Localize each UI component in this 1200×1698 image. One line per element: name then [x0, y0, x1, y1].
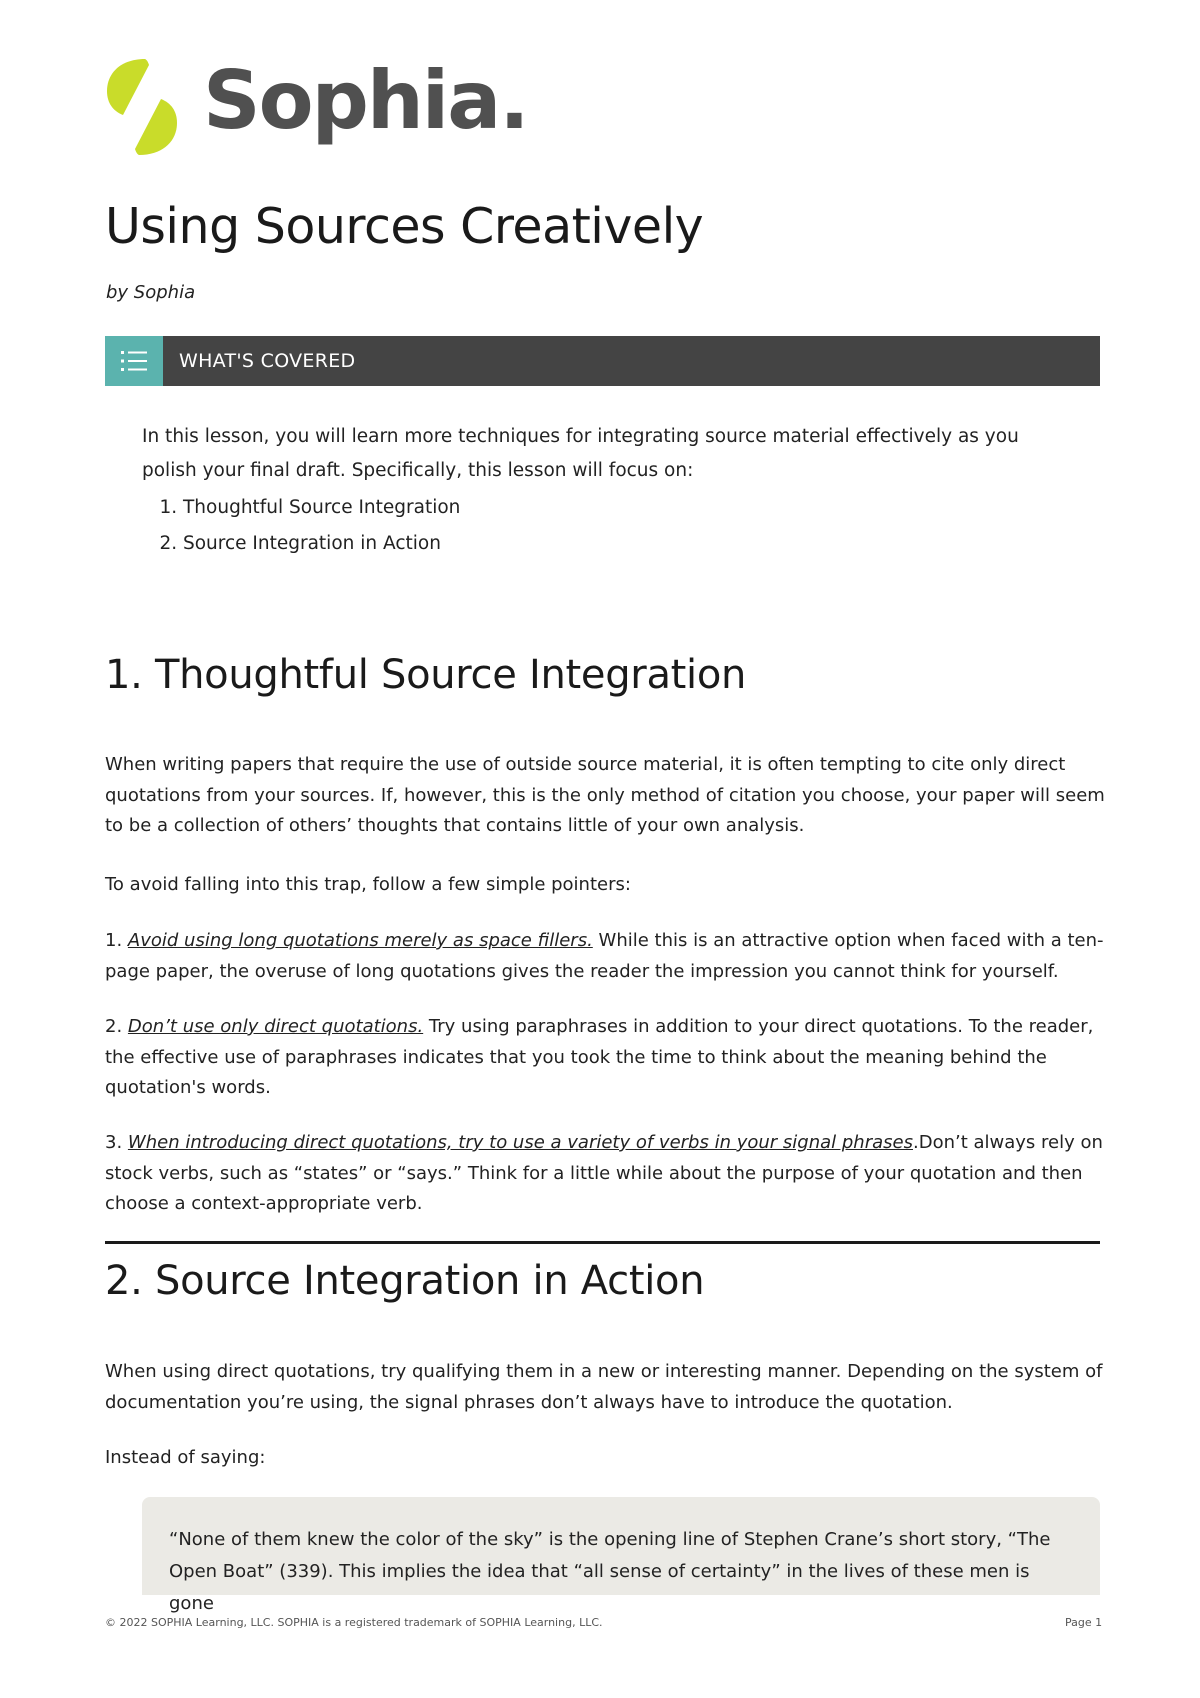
paragraph: Instead of saying:	[105, 1447, 266, 1468]
paragraph: To avoid falling into this trap, follow a few simple pointers:	[105, 874, 631, 895]
paragraph: When writing papers that require the use of outside source material, it is often tempting to cite only direct quotations from your sources. If, however, this is the only method of citation you choose, your paper will seem to be a collection of others’ thoughts that contains little of your own analysis.	[105, 754, 1105, 836]
section-heading: 2. Source Integration in Action	[105, 1258, 705, 1304]
intro-paragraph: In this lesson, you will learn more techniques for integrating source material effectively as you polish your final draft. Specifically, this lesson will focus on:	[142, 426, 1019, 481]
whats-covered-header	[105, 336, 1100, 386]
example-quote-box	[142, 1497, 1100, 1614]
section-divider	[105, 1241, 1100, 1244]
section-heading: 1. Thoughtful Source Integration	[105, 652, 747, 698]
tip-link[interactable]: Avoid using long quotations merely as space fillers.	[127, 930, 593, 951]
list-icon	[105, 336, 163, 386]
example-quote: “None of them knew the color of the sky” is the opening line of Stephen Crane’s short story, “The Open Boat” (339). This implies the idea that “all sense of certainty” in the lives of these men is gone	[169, 1529, 1051, 1614]
sophia-logo	[105, 55, 528, 159]
sophia-wordmark: Sophia.	[203, 54, 528, 147]
tip-item: 3. When introducing direct quotations, try to use a variety of verbs in your signal phrases.Don’t always rely on stock verbs, such as “states” or “says.” Think for a little while about the purpose of your quotation and then choose a context-appropriate verb.	[105, 1132, 1103, 1214]
tip-item: 2. Don’t use only direct quotations. Try using paraphrases in addition to your direct quotations. To the reader, the effective use of paraphrases indicates that you took the time to think about the meaning behind the quotation's words.	[105, 1016, 1094, 1098]
byline: by Sophia	[106, 282, 196, 303]
whats-covered-label: WHAT'S COVERED	[179, 350, 356, 372]
tip-item: 1. Avoid using long quotations merely as space fillers. While this is an attractive option when faced with a ten-page paper, the overuse of long quotations gives the reader the impression you cannot think for yourself.	[105, 930, 1104, 982]
tip-link[interactable]: When introducing direct quotations, try to use a variety of verbs in your signal phrases	[127, 1132, 913, 1153]
list-item: 1. Thoughtful Source Integration	[183, 490, 1072, 526]
covered-content	[142, 420, 1072, 562]
tip-link[interactable]: Don’t use only direct quotations.	[127, 1016, 424, 1037]
page-number: Page 1	[1065, 1616, 1103, 1629]
list-item: 2. Source Integration in Action	[183, 526, 1072, 562]
covered-list	[142, 490, 1072, 562]
page-title: Using Sources Creatively	[105, 198, 704, 255]
sophia-logo-mark-icon	[105, 57, 179, 157]
paragraph: When using direct quotations, try qualifying them in a new or interesting manner. Depending on the system of documentation you’re using, the signal phrases don’t always have to introduce the quotation.	[105, 1361, 1103, 1413]
footer-copyright: © 2022 SOPHIA Learning, LLC. SOPHIA is a registered trademark of SOPHIA Learning, LLC.	[105, 1616, 603, 1629]
